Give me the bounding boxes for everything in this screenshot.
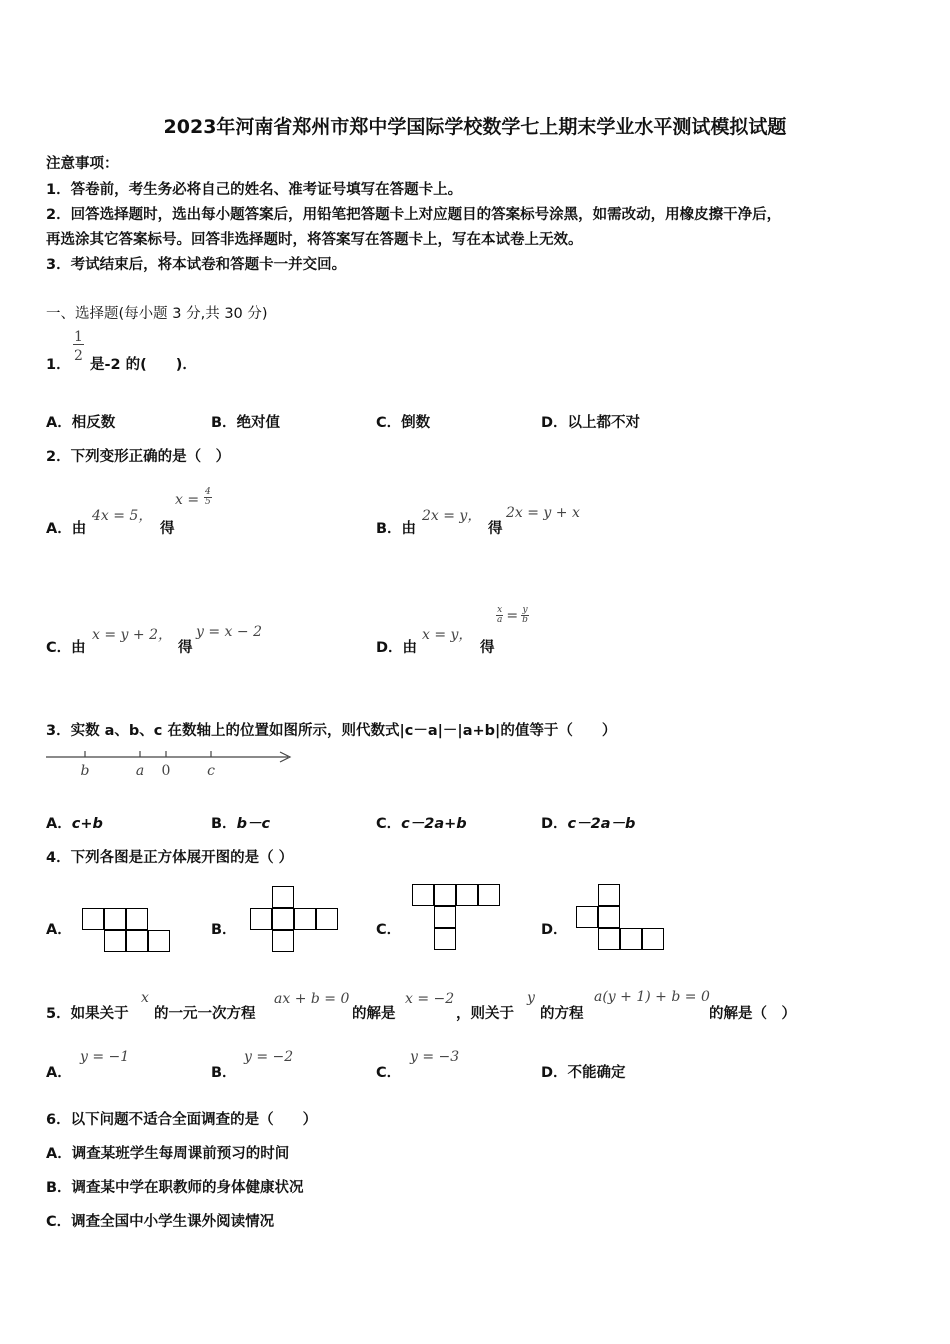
net-square	[642, 928, 664, 950]
q1-option-c-label: C．	[376, 415, 402, 431]
label-0: 0	[161, 763, 171, 779]
net-square	[598, 928, 620, 950]
net-square	[598, 884, 620, 906]
q3-option-d-text: c－2a－b	[567, 816, 636, 832]
net-square	[250, 908, 272, 930]
q1-option-b-text: 绝对值	[236, 415, 281, 431]
q3-option-b-text: b－c	[236, 816, 271, 832]
q1-option-c-text: 倒数	[401, 415, 431, 431]
q2-d-frac-2-num: y	[522, 605, 528, 615]
net-square	[598, 906, 620, 928]
q1-option-d[interactable]	[541, 411, 640, 432]
net-square	[272, 908, 294, 930]
notice-line-3: 再选涂其它答案标号。回答非选择题时，将答案写在答题卡上，写在本试卷上无效。	[46, 232, 583, 248]
q6-text: 6．以下问题不适合全面调查的是（ ）	[46, 1112, 318, 1128]
notice-line-2: 2．回答选择题时，选出每小题答案后，用铅笔把答题卡上对应题目的答案标号涂黑，如需改动，用橡皮擦干净后，	[46, 207, 782, 223]
q5-option-c-text: y = −3	[410, 1049, 460, 1065]
net-square	[294, 908, 316, 930]
q5-equation-1: ax + b = 0	[274, 991, 350, 1007]
q3-option-a-text: c+b	[71, 816, 103, 832]
q2-d-frac-2	[521, 606, 529, 625]
q2-d-frac-1-num: x	[497, 605, 503, 615]
q5-part-3: 的解是	[352, 1006, 396, 1022]
q5-option-d-text: 不能确定	[567, 1065, 626, 1081]
q5-equation-2: a(y + 1) + b = 0	[594, 989, 710, 1005]
label-a: a	[135, 763, 145, 779]
q1-option-a-text: 相反数	[71, 415, 116, 431]
q2-c-result: y = x − 2	[196, 624, 262, 640]
q2-option-a-label[interactable]: A．由	[46, 521, 87, 537]
q1-number: 1．	[46, 357, 71, 373]
q2-a-condition: 4x = 5，	[92, 508, 153, 524]
notice-heading: 注意事项：	[46, 156, 119, 172]
q5-part-6: 的解是（ ）	[709, 1006, 796, 1022]
q6-option-b[interactable]: B．调查某中学在职教师的身体健康状况	[46, 1180, 304, 1196]
q5-option-d-label: D．	[541, 1065, 568, 1081]
label-c: c	[207, 763, 215, 779]
q2-b-condition: 2x = y，	[422, 508, 482, 524]
net-square	[434, 928, 456, 950]
net-square	[126, 930, 148, 952]
net-square	[316, 908, 338, 930]
q5-part-5: 的方程	[540, 1006, 584, 1022]
q3-option-c[interactable]	[376, 812, 467, 833]
q1-fraction	[73, 330, 84, 363]
q4-option-c-label[interactable]: C．	[376, 922, 402, 938]
page-title: 2023年河南省郑州市郑中学国际学校数学七上期末学业水平测试模拟试题	[163, 116, 787, 138]
q2-text: 2．下列变形正确的是（ ）	[46, 449, 231, 465]
net-square	[434, 884, 456, 906]
net-square	[620, 928, 642, 950]
net-square	[126, 908, 148, 930]
net-square	[272, 886, 294, 908]
q5-solution-1: x = −2	[405, 991, 455, 1007]
q5-part-2: 的一元一次方程	[154, 1006, 256, 1022]
q3-option-a[interactable]	[46, 812, 103, 833]
q1-option-b-label: B．	[211, 415, 237, 431]
section-heading: 一、选择题(每小题 3 分,共 30 分)	[46, 306, 268, 322]
q2-d-frac-1-den: a	[497, 615, 503, 625]
q1-frac-num: 1	[74, 329, 83, 345]
q5-option-b-label[interactable]: B．	[211, 1065, 237, 1081]
q5-var-x: x	[141, 990, 149, 1006]
net-square	[412, 884, 434, 906]
net-square	[576, 906, 598, 928]
net-square	[456, 884, 478, 906]
q2-c-get: 得	[178, 640, 193, 656]
net-square	[104, 930, 126, 952]
q5-part-4: ，则关于	[456, 1006, 514, 1022]
net-square	[272, 930, 294, 952]
net-square	[478, 884, 500, 906]
q1-frac-den: 2	[74, 348, 83, 364]
q2-d-equals: =	[506, 607, 519, 624]
q2-d-frac-1	[496, 606, 503, 625]
q3-option-c-label: C．	[376, 816, 402, 832]
q1-option-a-label: A．	[46, 415, 72, 431]
q4-text: 4．下列各图是正方体展开图的是（ ）	[46, 850, 294, 866]
q3-option-b[interactable]	[211, 812, 270, 833]
q1-option-a[interactable]	[46, 411, 115, 432]
q2-option-d-label[interactable]: D．由	[376, 640, 418, 656]
q1-option-c[interactable]	[376, 411, 430, 432]
q2-a-get: 得	[160, 521, 175, 537]
q3-option-d-label: D．	[541, 816, 568, 832]
notice-line-1: 1．答卷前，考生务必将自己的姓名、准考证号填写在答题卡上。	[46, 182, 463, 198]
label-b: b	[80, 763, 90, 779]
q3-number-line	[44, 745, 294, 781]
q2-a-result-fraction	[204, 488, 212, 507]
q3-option-b-label: B．	[211, 816, 237, 832]
q5-option-a-label[interactable]: A．	[46, 1065, 72, 1081]
notice-line-4: 3．考试结束后，将本试卷和答题卡一并交回。	[46, 257, 347, 273]
q5-option-d[interactable]	[541, 1061, 626, 1082]
q1-option-d-label: D．	[541, 415, 568, 431]
q2-c-condition: x = y + 2，	[92, 627, 172, 643]
q1-text: 是-2 的( )．	[90, 357, 197, 373]
q6-option-a[interactable]: A．调查某班学生每周课前预习的时间	[46, 1146, 290, 1162]
net-square	[104, 908, 126, 930]
q3-option-c-text: c－2a+b	[401, 816, 467, 832]
q2-d-condition: x = y，	[422, 627, 473, 643]
q2-a-result-lhs: x =	[175, 492, 200, 508]
q2-b-get: 得	[488, 521, 503, 537]
net-square	[434, 906, 456, 928]
q2-d-result	[496, 606, 529, 625]
q5-option-b-text: y = −2	[244, 1049, 294, 1065]
q3-text: 3．实数 a、b、c 在数轴上的位置如图所示，则代数式|c－a|－|a+b|的值等于（ ）	[46, 723, 617, 739]
net-square	[148, 930, 170, 952]
q1-option-d-text: 以上都不对	[567, 415, 641, 431]
q5-option-a-text: y = −1	[80, 1049, 130, 1065]
q4-option-a-label[interactable]: A．	[46, 922, 72, 938]
q2-d-get: 得	[480, 640, 495, 656]
net-square	[82, 908, 104, 930]
q1-option-b[interactable]	[211, 411, 280, 432]
q3-option-a-label: A．	[46, 816, 72, 832]
q6-option-c[interactable]: C．调查全国中小学生课外阅读情况	[46, 1214, 275, 1230]
q2-b-result: 2x = y + x	[506, 505, 580, 521]
q2-a-res-num: 4	[205, 487, 211, 497]
q5-option-c-label[interactable]: C．	[376, 1065, 402, 1081]
q4-option-d-label[interactable]: D．	[541, 922, 568, 938]
q2-a-res-den: 5	[205, 497, 211, 507]
q2-option-c-label[interactable]: C．由	[46, 640, 86, 656]
q4-option-b-label[interactable]: B．	[211, 922, 237, 938]
q5-part-1: 5．如果关于	[46, 1006, 129, 1022]
q3-option-d[interactable]	[541, 812, 635, 833]
q5-var-y: y	[527, 990, 535, 1006]
q2-d-frac-2-den: b	[522, 615, 528, 625]
q2-option-b-label[interactable]: B．由	[376, 521, 417, 537]
